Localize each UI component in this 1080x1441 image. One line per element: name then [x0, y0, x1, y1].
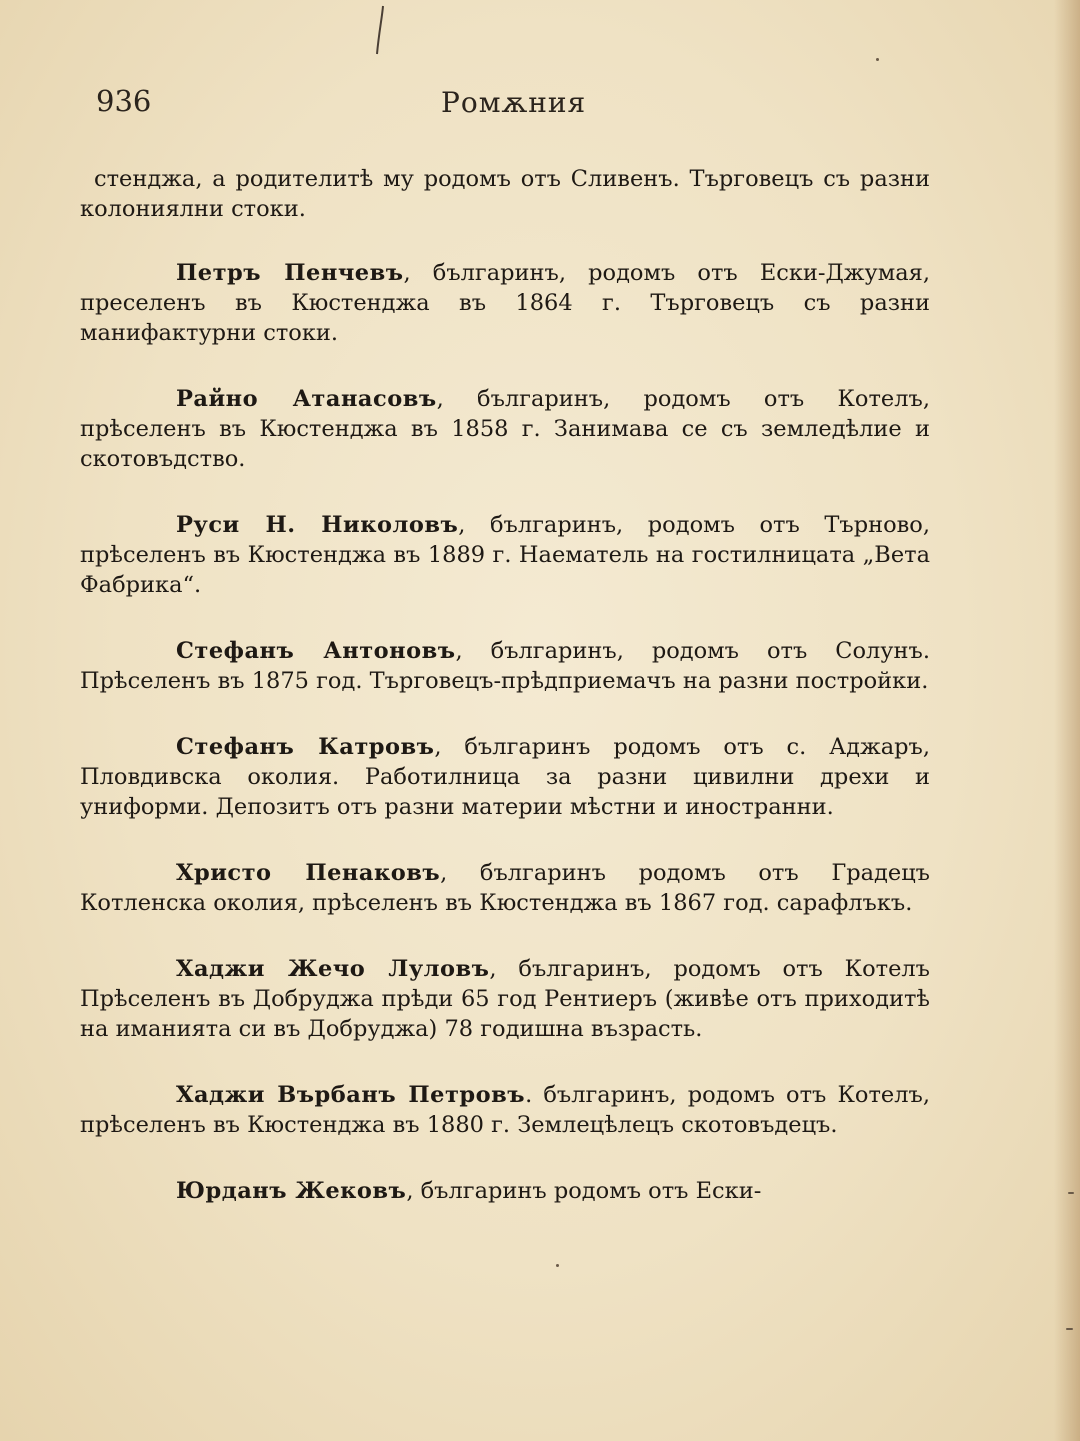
entry-text [80, 1176, 930, 1206]
entry-text [80, 636, 930, 696]
paper-speck [556, 1264, 559, 1267]
entry [80, 636, 930, 696]
entry [80, 858, 930, 918]
entry [80, 384, 930, 474]
entry-text [80, 258, 930, 348]
entry [80, 732, 930, 822]
entry-name: Хаджи Върбанъ Петровъ [176, 1082, 526, 1108]
entry-name: Христо Пенаковъ [176, 860, 441, 886]
running-title: Ромѫния [441, 86, 587, 119]
entry-name: Юрданъ Жековъ [176, 1178, 407, 1204]
entry-text [80, 1080, 930, 1140]
entry [80, 1080, 930, 1140]
entry [80, 510, 930, 600]
entry [80, 258, 930, 348]
page-header [96, 84, 926, 128]
entry-name: Райно Атанасовъ [176, 386, 437, 412]
entry-body: , българинъ, родомъ отъ Търново, прѣселенъ въ Кюстенджа въ 1889 г. Наематель на гостилницата „Вета Фабрика“. [80, 512, 931, 598]
entry-name: Руси Н. Николовъ [176, 512, 459, 538]
entry-text [80, 732, 930, 822]
entry-body: , българинъ, родомъ отъ Солунъ. Прѣселенъ въ 1875 год. Търговецъ-прѣдприемачъ на разни постройки. [80, 638, 930, 694]
entry-body: , българинъ, родомъ отъ Котелъ Прѣселенъ въ Добруджа прѣди 65 год Рентиеръ (живѣе отъ приходитѣ на иманията си въ Добруджа) 78 годишна възрасть. [80, 956, 930, 1042]
entry-name: Стефанъ Катровъ [176, 734, 435, 760]
entry-body: , българинъ родомъ отъ с. Аджаръ, Пловдивска околия. Работилница за разни цивилни дрехи и униформи. Депозитъ отъ разни материи мѣстни и иностранни. [80, 734, 930, 820]
entry-text [80, 954, 930, 1044]
entry-text [80, 384, 930, 474]
entry-text [80, 510, 930, 600]
entry-name: Хаджи Жечо Луловъ [176, 956, 490, 982]
pencil-mark-icon [373, 4, 387, 58]
paper-speck [876, 58, 879, 61]
entry [80, 954, 930, 1044]
entry [80, 1176, 930, 1206]
entry-name: Стефанъ Антоновъ [176, 638, 456, 664]
page-edge-shadow [1054, 0, 1080, 1441]
entry-body: , българинъ родомъ отъ Градецъ Котленска околия, прѣселенъ въ Кюстенджа въ 1867 год. сарафлъкъ. [80, 860, 930, 916]
entry-text [80, 164, 930, 224]
entry-continued [80, 164, 930, 224]
entry-text [80, 858, 930, 918]
entry-name: Петръ Пенчевъ [176, 260, 404, 286]
directory-entries [80, 164, 930, 1242]
entry-body: , българинъ родомъ отъ Ески- [406, 1178, 762, 1204]
entry-body: , българинъ, родомъ отъ Котелъ, прѣселенъ въ Кюстенджа въ 1858 г. Занимава се съ земледѣлие и скотовъдство. [80, 386, 930, 472]
entry-body: стенджа, а родителитѣ му родомъ отъ Сливенъ. Търговецъ съ разни колониялни стоки. [80, 166, 930, 222]
paper-speck [1066, 1328, 1073, 1330]
entry-body: , българинъ, родомъ отъ Ески-Джумая, преселенъ въ Кюстенджа въ 1864 г. Търговецъ съ разни манифактурни стоки. [80, 260, 930, 346]
entry-body: . българинъ, родомъ отъ Котелъ, прѣселенъ въ Кюстенджа въ 1880 г. Землецѣлецъ скотовъдецъ. [80, 1082, 930, 1138]
paper-speck [1068, 1192, 1074, 1194]
page-number: 936 [96, 84, 152, 118]
